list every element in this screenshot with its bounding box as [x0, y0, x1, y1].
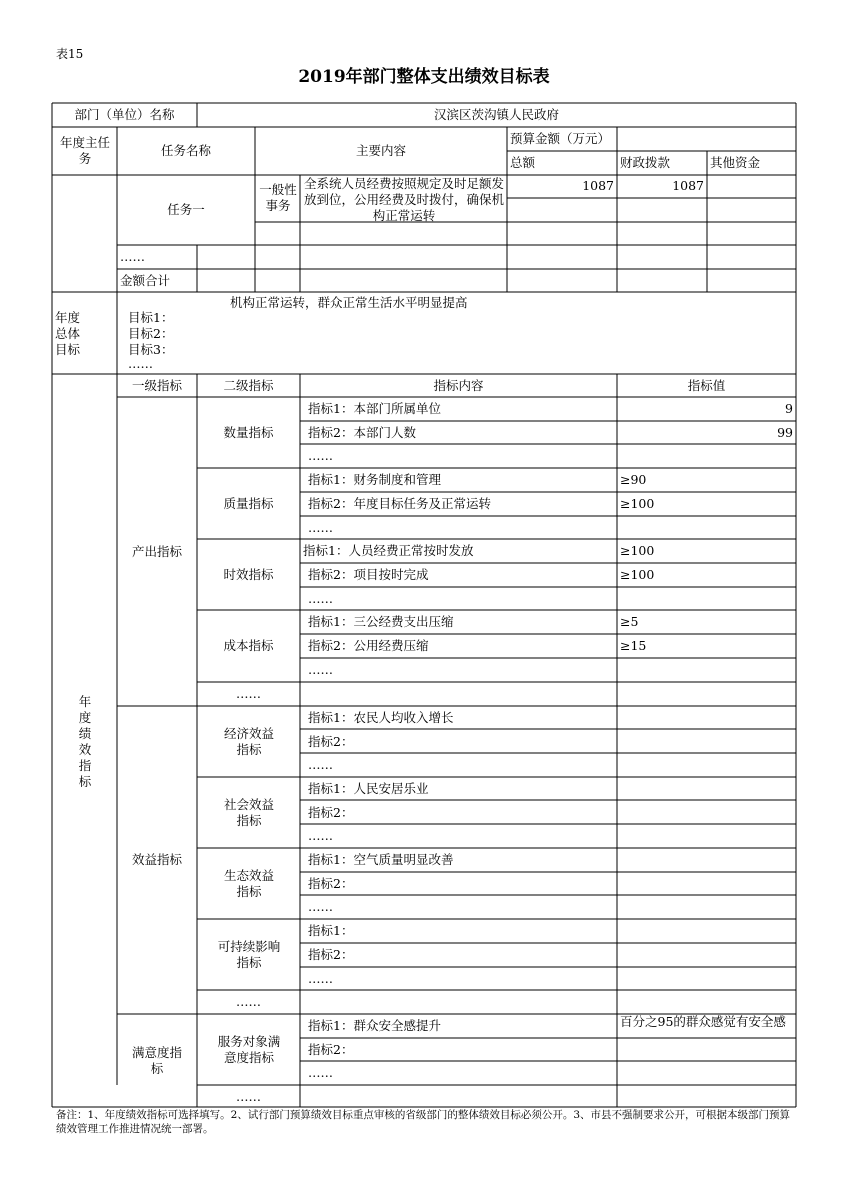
- task-one-type: 一般性事务: [259, 182, 297, 213]
- social-benefit-label: 社会效益指标: [223, 797, 274, 828]
- col-task-main: 年度主任务: [59, 135, 110, 166]
- timeliness-indicator-label: 时效指标: [223, 567, 274, 582]
- service-satisfaction-label: 服务对象满意度指标: [217, 1034, 281, 1065]
- task-one-total: 1087: [582, 178, 614, 193]
- task-ellipsis: ……: [120, 249, 145, 264]
- head-level2: 二级指标: [223, 378, 274, 393]
- indicator-content: 指标2：: [308, 876, 354, 891]
- indicator-content: 指标1：空气质量明显改善: [308, 852, 454, 867]
- indicator-content: 指标1：三公经费支出压缩: [308, 614, 454, 629]
- satisfaction-indicator-label: 满意度指标: [131, 1045, 182, 1076]
- indicator-value: 百分之95的群众感觉有安全感: [620, 1015, 786, 1029]
- indicator-value: ≥100: [620, 567, 655, 582]
- indicator-content: 指标2：公用经费压缩: [308, 638, 429, 653]
- doc-label: 表15: [56, 47, 84, 61]
- output-indicator-label: 产出指标: [131, 544, 182, 559]
- indicator-value: ≥100: [620, 496, 655, 511]
- benefit-indicator-label: 效益指标: [131, 852, 182, 867]
- indicator-content: 指标2：: [308, 734, 354, 749]
- indicator-value: ≥15: [620, 638, 647, 653]
- indicator-ellipsis: ……: [308, 828, 333, 843]
- indicator-ellipsis: ……: [308, 757, 333, 772]
- annual-goals-label: 年度总体目标: [55, 310, 81, 357]
- indicator-ellipsis: ……: [308, 662, 333, 677]
- indicator-content: 指标1：群众安全感提升: [308, 1018, 441, 1033]
- level2-ellipsis: ……: [236, 994, 261, 1009]
- task-one-content: 全系统人员经费按照规定及时足额发放到位，公用经费及时拨付，确保机构正常运转: [303, 176, 504, 223]
- task-one-name: 任务一: [167, 202, 205, 217]
- indicator-content: 指标1：农民人均收入增长: [308, 710, 454, 725]
- col-fiscal: 财政拨款: [620, 155, 671, 170]
- sustainability-label: 可持续影响指标: [217, 939, 281, 970]
- amount-total-label: 金额合计: [120, 273, 171, 288]
- indicator-content: 指标2：: [308, 1042, 354, 1057]
- page-title: 2019年部门整体支出绩效目标表: [298, 67, 550, 87]
- indicator-ellipsis: ……: [308, 591, 333, 606]
- indicator-content: 指标1：本部门所属单位: [308, 401, 441, 416]
- quantity-indicator-label: 数量指标: [223, 425, 274, 440]
- indicator-ellipsis: ……: [308, 899, 333, 914]
- indicator-content: 指标2：本部门人数: [308, 425, 416, 440]
- dept-name: 汉滨区茨沟镇人民政府: [433, 107, 559, 122]
- indicator-ellipsis: ……: [308, 520, 333, 535]
- indicator-content: 指标2：: [308, 947, 354, 962]
- goal-item: ……: [128, 356, 153, 371]
- col-other: 其他资金: [710, 155, 761, 170]
- indicator-content: 指标1：人民安居乐业: [308, 781, 429, 796]
- head-value: 指标值: [687, 378, 726, 393]
- head-content: 指标内容: [433, 378, 484, 393]
- task-one-fiscal: 1087: [672, 178, 704, 193]
- performance-indicators-label: 年度绩效指标: [78, 694, 92, 789]
- footer-note: 备注：1、年度绩效指标可选择填写。2、试行部门预算绩效目标重点审核的省级部门的整体绩效目标必须公开。3、市县不强制要求公开，可根据本级部门预算绩效管理工作推进情况统一部署。: [56, 1109, 791, 1135]
- col-main-content: 主要内容: [355, 143, 406, 158]
- indicator-value: ≥100: [620, 543, 655, 558]
- indicator-content: 指标1：人员经费正常按时发放: [303, 543, 474, 558]
- level2-ellipsis: ……: [236, 686, 261, 701]
- col-budget: 预算金额（万元）: [510, 131, 611, 146]
- indicator-ellipsis: ……: [308, 971, 333, 986]
- indicator-content: 指标2：: [308, 805, 354, 820]
- quality-indicator-label: 质量指标: [223, 496, 274, 511]
- indicator-content: 指标2：项目按时完成: [308, 567, 429, 582]
- indicator-value: ≥90: [620, 472, 647, 487]
- economic-benefit-label: 经济效益指标: [223, 726, 274, 757]
- goal-text: 机构正常运转，群众正常生活水平明显提高: [230, 295, 468, 310]
- level2-ellipsis: ……: [236, 1089, 261, 1104]
- goal-item: 目标1：: [128, 310, 174, 325]
- col-task-name: 任务名称: [160, 143, 211, 158]
- goal-item: 目标2：: [128, 326, 174, 341]
- col-total: 总额: [510, 155, 536, 170]
- ecological-benefit-label: 生态效益指标: [223, 868, 274, 899]
- goal-item: 目标3：: [128, 342, 174, 357]
- indicator-content: 指标1：财务制度和管理: [308, 472, 441, 487]
- head-level1: 一级指标: [131, 378, 182, 393]
- indicator-value: ≥5: [620, 614, 639, 629]
- indicator-ellipsis: ……: [308, 448, 333, 463]
- indicator-value: 9: [785, 401, 793, 416]
- indicator-ellipsis: ……: [308, 1065, 333, 1080]
- indicator-value: 99: [777, 425, 793, 440]
- cost-indicator-label: 成本指标: [223, 638, 274, 653]
- dept-label: 部门（单位）名称: [74, 107, 175, 122]
- indicator-content: 指标1：: [308, 923, 354, 938]
- indicator-content: 指标2：年度目标任务及正常运转: [308, 496, 491, 511]
